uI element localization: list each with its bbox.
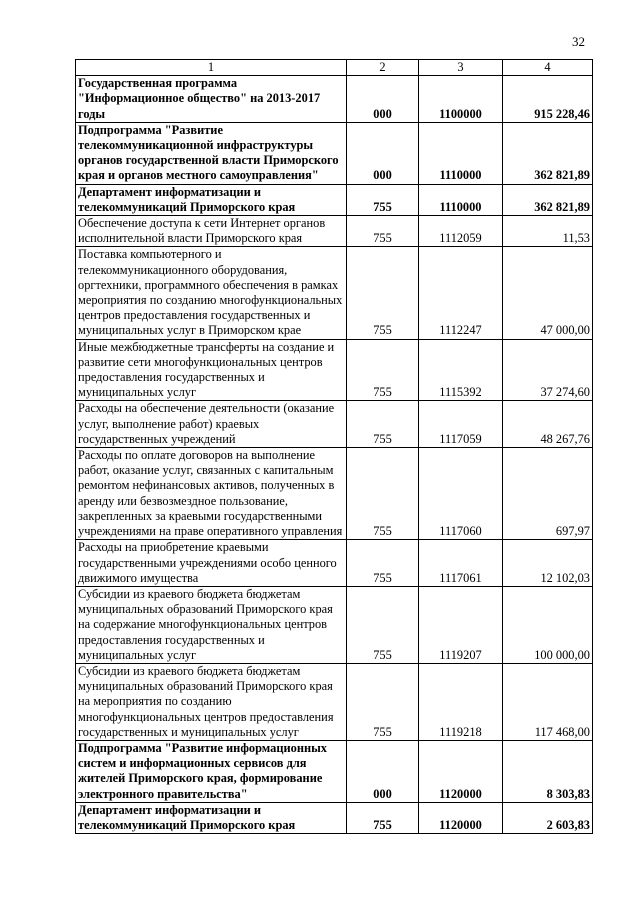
row-name: Расходы на приобретение краевыми государственными учреждениями особо ценного движимого имущества: [76, 540, 347, 587]
row-code: 755: [347, 802, 419, 833]
row-amount: 2 603,83: [503, 802, 593, 833]
row-code: 755: [347, 247, 419, 339]
budget-table: [75, 59, 593, 834]
row-amount: 100 000,00: [503, 586, 593, 663]
page-number: 32: [572, 34, 585, 49]
table-row: [76, 448, 593, 540]
row-target: 1119218: [419, 663, 503, 740]
row-code: 755: [347, 339, 419, 401]
table-row: [76, 76, 593, 123]
row-target: 1119207: [419, 586, 503, 663]
row-target: 1112247: [419, 247, 503, 339]
row-code: 000: [347, 76, 419, 123]
row-name: Поставка компьютерного и телекоммуникационного оборудования, оргтехники, программного обеспечения в рамках мероприятия по созданию многофункциональных центров предоставления государственных и муниципальных услуг в Приморском крае: [76, 247, 347, 339]
row-code: 755: [347, 216, 419, 247]
row-target: 1117059: [419, 401, 503, 448]
row-amount: 8 303,83: [503, 740, 593, 802]
row-code: 755: [347, 184, 419, 215]
row-name: Подпрограмма "Развитие телекоммуникационной инфраструктуры органов государственной власти Приморского края и органов местного самоуправления": [76, 122, 347, 184]
row-code: 000: [347, 740, 419, 802]
column-header-target: 3: [419, 60, 503, 76]
row-name: Обеспечение доступа к сети Интернет органов исполнительной власти Приморского края: [76, 216, 347, 247]
row-amount: 12 102,03: [503, 540, 593, 587]
row-target: 1117061: [419, 540, 503, 587]
row-amount: 362 821,89: [503, 122, 593, 184]
row-amount: 697,97: [503, 448, 593, 540]
row-amount: 362 821,89: [503, 184, 593, 215]
row-name: Расходы на обеспечение деятельности (оказание услуг, выполнение работ) краевых государственных учреждений: [76, 401, 347, 448]
row-target: 1115392: [419, 339, 503, 401]
row-name: Субсидии из краевого бюджета бюджетам муниципальных образований Приморского края на содержание многофункциональных центров предоставления государственных и муниципальных услуг: [76, 586, 347, 663]
row-name: Расходы по оплате договоров на выполнение работ, оказание услуг, связанных с капитальным ремонтом нефинансовых активов, полученных в аренду или безвозмездное пользование, закрепленных за краевыми государственными учреждениями на праве оперативного управления: [76, 448, 347, 540]
row-code: 755: [347, 448, 419, 540]
row-target: 1112059: [419, 216, 503, 247]
table-row: [76, 247, 593, 339]
row-name: Субсидии из краевого бюджета бюджетам муниципальных образований Приморского края на мероприятия по созданию многофункциональных центров предоставления государственных и муниципальных услуг: [76, 663, 347, 740]
table-row: [76, 401, 593, 448]
row-amount: 11,53: [503, 216, 593, 247]
column-header-name: 1: [76, 60, 347, 76]
row-target: 1120000: [419, 740, 503, 802]
row-code: 000: [347, 122, 419, 184]
column-header-code: 2: [347, 60, 419, 76]
row-name: Государственная программа "Информационное общество" на 2013-2017 годы: [76, 76, 347, 123]
table-row: [76, 339, 593, 401]
row-name: Иные межбюджетные трансферты на создание и развитие сети многофункциональных центров предоставления государственных и муниципальных услуг: [76, 339, 347, 401]
row-target: 1110000: [419, 184, 503, 215]
header-row: [76, 60, 593, 76]
row-name: Департамент информатизации и телекоммуникаций Приморского края: [76, 184, 347, 215]
table-row: [76, 184, 593, 215]
table-row: [76, 802, 593, 833]
table-row: [76, 216, 593, 247]
row-code: 755: [347, 663, 419, 740]
row-amount: 47 000,00: [503, 247, 593, 339]
table-row: [76, 122, 593, 184]
row-amount: 117 468,00: [503, 663, 593, 740]
row-name: Департамент информатизации и телекоммуникаций Приморского края: [76, 802, 347, 833]
row-code: 755: [347, 401, 419, 448]
row-code: 755: [347, 586, 419, 663]
row-target: 1117060: [419, 448, 503, 540]
row-amount: 915 228,46: [503, 76, 593, 123]
table-row: [76, 586, 593, 663]
row-target: 1120000: [419, 802, 503, 833]
table-row: [76, 740, 593, 802]
column-header-amount: 4: [503, 60, 593, 76]
row-amount: 37 274,60: [503, 339, 593, 401]
table-row: [76, 663, 593, 740]
row-target: 1110000: [419, 122, 503, 184]
row-amount: 48 267,76: [503, 401, 593, 448]
row-target: 1100000: [419, 76, 503, 123]
row-name: Подпрограмма "Развитие информационных систем и информационных сервисов для жителей Приморского края, формирование электронного правительства": [76, 740, 347, 802]
row-code: 755: [347, 540, 419, 587]
table-row: [76, 540, 593, 587]
